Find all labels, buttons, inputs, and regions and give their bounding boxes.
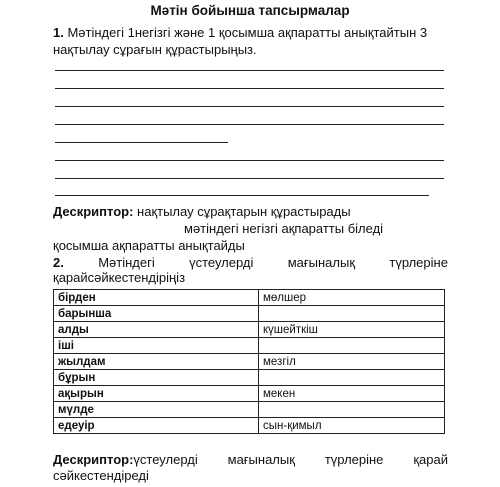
table-row — [54, 418, 445, 434]
adverb-cell: алды — [54, 322, 259, 338]
task-2-line-2: қарайсәйкестендіріңіз — [53, 270, 186, 285]
category-cell: күшейткіш — [259, 322, 445, 338]
matching-table — [53, 289, 445, 434]
descriptor-2-word: мағыналық — [227, 452, 295, 467]
category-cell — [259, 338, 445, 354]
task-1 — [53, 24, 448, 58]
descriptor-1-line-2: мәтіндегі негізгі ақпаратты біледі — [184, 221, 384, 236]
table-row — [54, 338, 445, 354]
task-2-word: Мәтіндегі — [98, 255, 155, 270]
category-cell: мезгіл — [259, 354, 445, 370]
task-2 — [53, 255, 448, 285]
task-1-number: 1. — [53, 25, 64, 40]
category-cell: сын-қимыл — [259, 418, 445, 434]
category-cell — [259, 402, 445, 418]
adverb-cell: жылдам — [54, 354, 259, 370]
adverb-cell: іші — [54, 338, 259, 354]
descriptor-2 — [53, 452, 448, 484]
task-1-text: Мәтіндегі 1негізгі және 1 қосымша ақпаратты анықтайтын 3 нақтылау сұрағын құрастырыңыз. — [53, 25, 428, 57]
descriptor-2-line-2: сәйкестендіреді — [53, 468, 149, 483]
table-row — [54, 402, 445, 418]
category-cell: мекен — [259, 386, 445, 402]
answer-line[interactable] — [55, 124, 444, 125]
table-row — [54, 322, 445, 338]
category-cell — [259, 370, 445, 386]
descriptor-2-word: қарай — [413, 452, 448, 467]
descriptor-2-word: түрлеріне — [324, 452, 384, 467]
answer-line[interactable] — [55, 70, 444, 71]
adverb-cell: едеуір — [54, 418, 259, 434]
answer-line[interactable] — [55, 106, 444, 107]
adverb-cell: барынша — [54, 306, 259, 322]
table-row — [54, 386, 445, 402]
adverb-cell: мүлде — [54, 402, 259, 418]
task-2-number: 2. — [53, 255, 64, 270]
descriptor-1-line-1: нақтылау сұрақтарын құрастырады — [137, 204, 351, 219]
adverb-cell: бірден — [54, 290, 259, 306]
answer-line[interactable] — [55, 142, 228, 143]
task-2-word: түрлеріне — [389, 255, 448, 270]
adverb-cell: бұрын — [54, 370, 259, 386]
table-row — [54, 354, 445, 370]
table-row — [54, 370, 445, 386]
descriptor-1-row-1 — [53, 204, 351, 219]
task-2-word: мағыналық — [287, 255, 356, 270]
descriptor-1-line-3: қосымша ақпаратты анықтайды — [53, 238, 245, 253]
descriptor-2-label: Дескриптор: — [53, 452, 134, 467]
page-title: Мәтін бойынша тапсырмалар — [150, 3, 350, 18]
answer-line[interactable] — [55, 88, 444, 89]
adverb-cell: ақырын — [54, 386, 259, 402]
descriptor-2-word: үстеулерді — [133, 452, 198, 467]
answer-line[interactable] — [55, 160, 444, 161]
table-row — [54, 290, 445, 306]
descriptor-1-label: Дескриптор: — [53, 204, 134, 219]
table-row — [54, 306, 445, 322]
category-cell: мөлшер — [259, 290, 445, 306]
task-2-word: үстеулерді — [189, 255, 254, 270]
category-cell — [259, 306, 445, 322]
answer-line[interactable] — [55, 195, 429, 196]
answer-line[interactable] — [55, 178, 444, 179]
